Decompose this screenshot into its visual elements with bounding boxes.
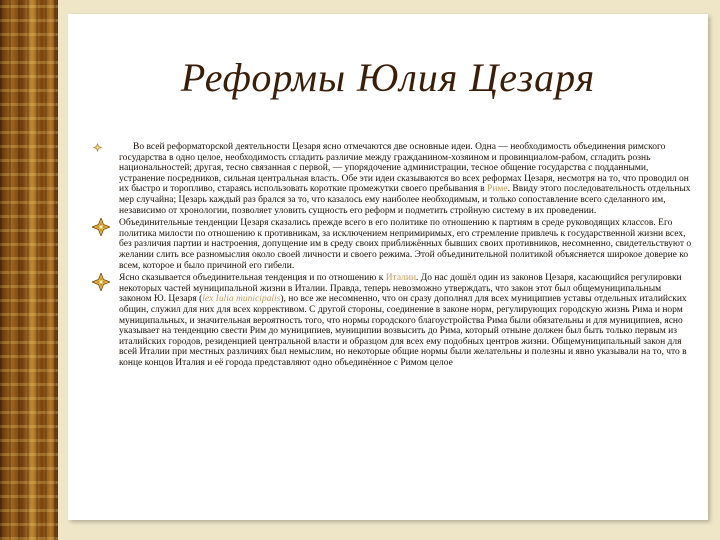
slide-content xyxy=(92,142,696,370)
paragraph-text: . Ввиду этого последовательность отдельных мер случайна; Цезарь каждый раз брался за то, что казалось ему наиболее необходимым, и только сопоставление всего сделанного им, независимо от хронологии, позволяет уловить сущность его реформ и подметить стройную систему в их проведении. xyxy=(119,184,691,216)
link-lex-iulia-municipalis[interactable]: lex Iulia municipalis xyxy=(202,294,281,305)
paragraph-3 xyxy=(92,273,696,368)
link-italy[interactable]: Италии xyxy=(385,273,417,284)
decorative-border xyxy=(0,0,58,540)
paragraph-text: ), но все же несомненно, что он сразу дополнял для всех муниципиев уставы отдельных италийских общин, служил для них для всех коррективом. С другой стороны, соединение в законе норм, регулирующих городскую жизнь Рима и норм муниципальных, и значительная вероятность того, что нормы городского благоустройства Рима были обязательны и для муниципиев, ясно указывает на тенденцию свести Рим до муниципиев, муниципии возвысить до Рима, который отныне должен был быть только первым из италийских городов, резиденцией центральной власти и образцом для всех ему подобных центров жизни. Общемуниципальный закон для всей Италии при местных различиях был немыслим, но некоторые общие нормы были желательны и полезны и явно указывали на то, что в конце концов Италия и её города представляют одно объединённое с Римом целое xyxy=(119,294,687,368)
paragraph-2 xyxy=(92,218,696,271)
paragraph-1 xyxy=(92,142,696,216)
star-bullet-icon xyxy=(92,273,110,291)
star-bullet-icon xyxy=(93,143,102,152)
paragraph-text: . До нас дошёл один из законов Цезаря, касающийся регулировки некоторых частей муниципальной жизни в Италии. Правда, теперь невозможно утверждать, что закон этот был общемуниципальным законом Ю. Цезаря ( xyxy=(119,273,682,305)
link-rome[interactable]: Риме xyxy=(487,184,508,195)
page-title: Реформы Юлия Цезаря xyxy=(180,55,596,100)
paragraph-text: Ясно сказывается объединительная тенденция и по отношению к xyxy=(119,273,386,284)
paragraph-text: Во всей реформаторской деятельности Цезаря ясно отмечаются две основные идеи. Одна — необходимость объединения римского государства в одно целое, необходимость сгладить различие между гражданином-хозяином и провинциалом-рабом, сгладить рознь национальностей; другая, тесно связанная с первой, — упорядочение администрации, тесное общение государства с подданными, устранение посредников, сильная центральная власть. Обе эти идеи сказываются во всех реформах Цезаря, несмотря на то, что проводил он их быстро и торопливо, стараясь использовать короткие промежутки своего пребывания в xyxy=(119,142,689,195)
star-bullet-icon xyxy=(92,218,110,236)
paragraph-text: Объединительные тенденции Цезаря сказались прежде всего в его политике по отношению к партиям в среде руководящих классов. Его политика милости по отношению к противникам, за исключением непримиримых, его стремление привлечь к государственной жизни всех, без различия партии и настроения, допущение им в среду своих приближённых бывших своих противников, несомненно, свидетельствуют о желании слить все разномыслия около своей личности и своего режима. Этой объединительной политикой объясняется широкое доверие ко всем, которое и было причиной его гибели. xyxy=(119,218,692,271)
